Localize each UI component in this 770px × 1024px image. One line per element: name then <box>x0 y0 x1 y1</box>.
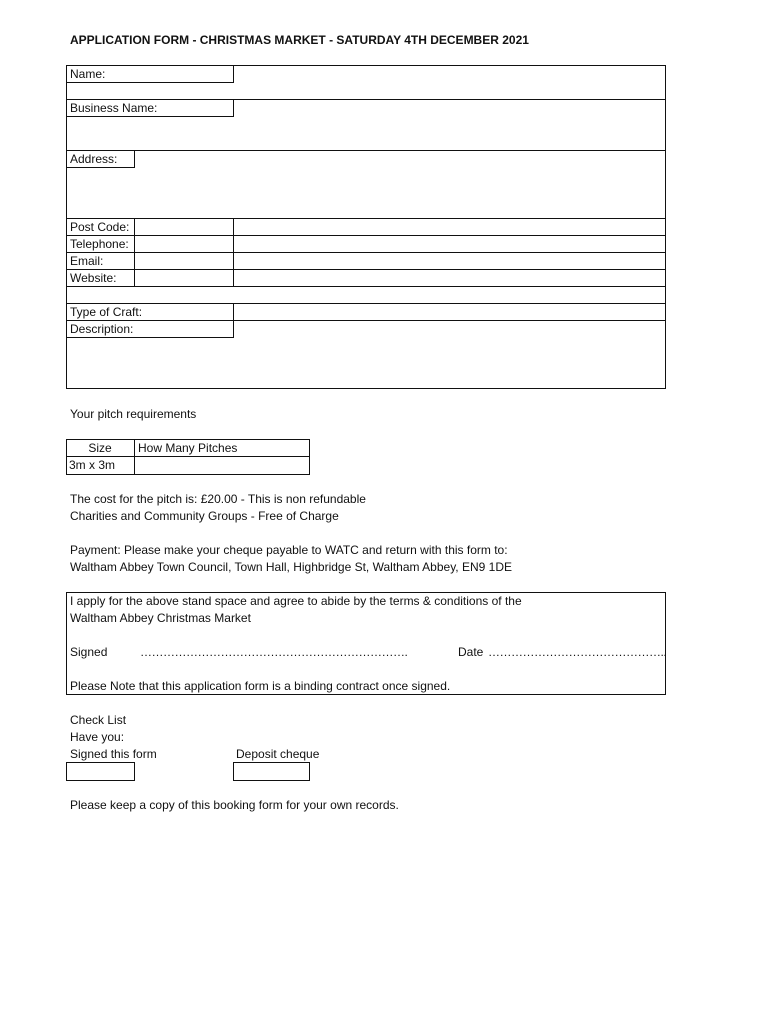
email-field[interactable] <box>234 253 665 269</box>
post-code-label: Post Code: <box>70 220 130 234</box>
telephone-label: Telephone: <box>70 237 129 251</box>
binding-contract-note: Please Note that this application form is a binding contract once signed. <box>70 679 451 693</box>
date-label: Date <box>458 645 484 659</box>
payment-text: Payment: Please make your cheque payable to WATC and return with this form to: <box>70 543 508 557</box>
payment-address: Waltham Abbey Town Council, Town Hall, Highbridge St, Waltham Abbey, EN9 1DE <box>70 560 512 574</box>
website-field[interactable] <box>234 270 665 286</box>
business-name-field[interactable] <box>234 100 665 150</box>
deposit-cheque-checkbox[interactable] <box>233 762 310 781</box>
address-field[interactable] <box>135 151 665 218</box>
business-name-label: Business Name: <box>70 101 158 115</box>
signed-form-checkbox[interactable] <box>66 762 135 781</box>
signed-label: Signed <box>70 645 108 659</box>
type-of-craft-label: Type of Craft: <box>70 305 143 319</box>
cost-text: The cost for the pitch is: £20.00 - This is non refundable <box>70 492 366 506</box>
date-line[interactable]: ……………………………………….. <box>488 645 667 659</box>
pitch-table-header-size: Size <box>88 441 112 455</box>
checklist-signed-label: Signed this form <box>70 747 157 761</box>
checklist-heading: Check List <box>70 713 127 727</box>
signature-line[interactable]: ……………………………………………………………. <box>140 645 408 659</box>
page-title: APPLICATION FORM - CHRISTMAS MARKET - SATURDAY 4TH DECEMBER 2021 <box>70 33 529 47</box>
post-code-field[interactable] <box>234 219 665 235</box>
pitch-table-cell-size: 3m x 3m <box>69 458 116 472</box>
description-label: Description: <box>70 322 134 336</box>
pitch-count-field[interactable] <box>135 457 309 474</box>
name-label: Name: <box>70 67 106 81</box>
telephone-field[interactable] <box>234 236 665 252</box>
pitch-heading: Your pitch requirements <box>70 407 197 421</box>
description-field[interactable] <box>67 338 665 388</box>
email-label: Email: <box>70 254 104 268</box>
declaration-line2: Waltham Abbey Christmas Market <box>70 611 251 625</box>
type-of-craft-field[interactable] <box>234 304 665 320</box>
name-field[interactable] <box>234 66 665 99</box>
column-divider <box>134 218 135 286</box>
declaration-line1: I apply for the above stand space and agree to abide by the terms & conditions of the <box>70 594 522 608</box>
checklist-deposit-label: Deposit cheque <box>236 747 320 761</box>
address-label: Address: <box>70 152 118 166</box>
pitch-table-header-count: How Many Pitches <box>138 441 238 455</box>
row-divider <box>66 320 666 321</box>
checklist-have-you: Have you: <box>70 730 125 744</box>
footer-note: Please keep a copy of this booking form for your own records. <box>70 798 399 812</box>
website-label: Website: <box>70 271 117 285</box>
row-divider <box>66 286 666 287</box>
charities-text: Charities and Community Groups - Free of Charge <box>70 509 339 523</box>
